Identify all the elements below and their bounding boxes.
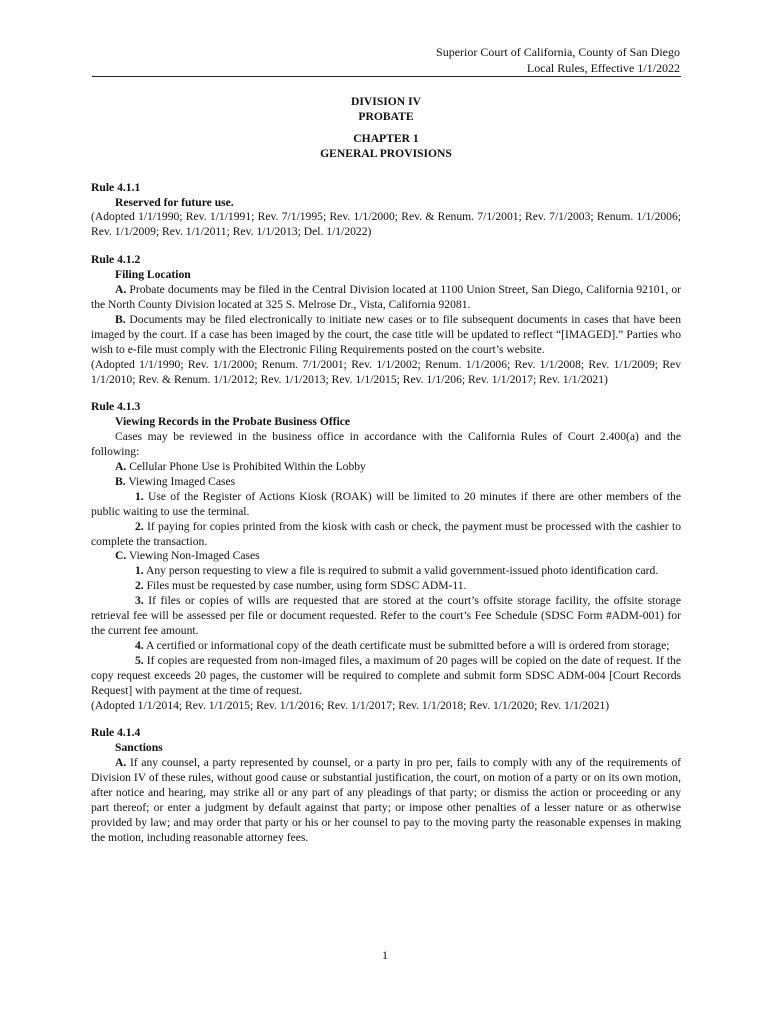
paragraph-text: Viewing Non-Imaged Cases [128, 549, 260, 563]
paragraph-label: A. [115, 283, 127, 297]
paragraph-text: Viewing Imaged Cases [128, 474, 236, 488]
paragraph-text: Documents may be filed electronically to initiate new cases or to file subsequent documents in cases that have been imaged by the court. If a case has been imaged by the court, the case title will be updated to reflect “[IMAGED].” Parties who wish to e-file must comply with the Electronic Filing Requirements posted on the court’s website. [91, 312, 681, 356]
rule-paragraph [91, 549, 681, 564]
paragraph-label: A. [115, 460, 127, 474]
division-number: DIVISION IV [351, 95, 421, 108]
rule-number: Rule 4.1.4 [91, 726, 141, 740]
document-body [91, 95, 681, 859]
chapter-heading [91, 132, 681, 162]
division-title: PROBATE [358, 109, 414, 123]
subitem-text: Use of the Register of Actions Kiosk (ROAK) will be limited to 20 minutes if there are other members of the public waiting to use the terminal. [91, 489, 681, 518]
subitem-text: If paying for copies printed from the kiosk with cash or check, the payment must be processed with the cashier to complete the transaction. [91, 519, 681, 548]
rule-title: Sanctions [115, 741, 163, 755]
rule-subitem [91, 579, 681, 594]
rule-paragraph [91, 283, 681, 313]
subitem-text: Any person requesting to view a file is required to submit a valid government-issued photo identification card. [145, 564, 659, 578]
subitem-text: Files must be requested by case number, using form SDSC ADM-11. [146, 579, 467, 593]
rule-4-1-3 [91, 400, 681, 713]
rule-history: (Adopted 1/1/1990; Rev. 1/1/2000; Renum. 7/1/2001; Rev. 1/1/2002; Renum. 1/1/2006; Rev. 1/1/2008; Rev. 1/1/2009; Rev 1/1/2010; Rev. & Renum. 1/1/2012; Rev. 1/1/2013; Rev. 1/1/2015; Rev. 1/1/206; Rev. 1/1/2017; Rev. 1/1/2021) [91, 357, 681, 386]
header-effective-date: Local Rules, Effective 1/1/2022 [526, 61, 680, 75]
subitem-label: 5. [135, 653, 144, 667]
subitem-label: 2. [135, 579, 144, 593]
subitem-label: 1. [135, 564, 144, 578]
rule-subitem [91, 564, 681, 579]
subitem-label: 1. [135, 489, 144, 503]
subitem-text: If copies are requested from non-imaged files, a maximum of 20 pages will be copied on the date of request. If the copy request exceeds 20 pages, the customer will be required to complete and submit form SDSC ADM-004 [Court Records Request] with payment at the time of request. [91, 653, 681, 697]
rule-title: Viewing Records in the Probate Business Office [115, 415, 351, 429]
paragraph-label: B. [115, 312, 126, 326]
paragraph-text: If any counsel, a party represented by counsel, or a party in pro per, fails to comply with any of the requirements of Division IV of these rules, without good cause or substantial justification, the court, on motion of a party or on its own motion, after notice and hearing, may strike all or any part of any pleadings of that party; or dismiss the action or proceeding or any part thereof; or enter a judgment by default against that party; or impose other penalties of a lesser nature or as otherwise provided by law; and may order that party or his or her counsel to pay to the moving party the reasonable expenses in making the motion, including reasonable attorney fees. [91, 756, 681, 844]
rule-paragraph [91, 313, 681, 358]
page-header [92, 44, 680, 76]
rule-paragraph [91, 475, 681, 490]
rule-paragraph [91, 460, 681, 475]
chapter-number: CHAPTER 1 [353, 131, 419, 145]
header-divider [92, 76, 681, 77]
rule-number: Rule 4.1.2 [91, 253, 141, 267]
subitem-label: 2. [135, 519, 144, 533]
rule-4-1-4 [91, 726, 681, 845]
rule-number: Rule 4.1.1 [91, 180, 141, 194]
rule-history: (Adopted 1/1/1990; Rev. 1/1/1991; Rev. 7/1/1995; Rev. 1/1/2000; Rev. & Renum. 7/1/2001; Rev. 7/1/2003; Renum. 1/1/2006; Rev. 1/1/2009; Rev. 1/1/2011; Rev. 1/1/2013; Del. 1/1/2022) [91, 210, 681, 239]
rule-subitem [91, 594, 681, 639]
rule-title: Filing Location [115, 268, 191, 282]
rule-subitem [91, 490, 681, 520]
division-heading [91, 95, 681, 125]
rule-subitem [91, 520, 681, 550]
paragraph-label: C. [115, 549, 127, 563]
subitem-label: 4. [135, 638, 144, 652]
rule-subitem [91, 654, 681, 699]
subitem-text: A certified or informational copy of the death certificate must be submitted before a will is ordered from storage; [145, 638, 670, 652]
chapter-title: GENERAL PROVISIONS [320, 146, 452, 160]
paragraph-label: B. [115, 474, 126, 488]
rule-number: Rule 4.1.3 [91, 400, 141, 414]
subitem-text: If files or copies of wills are requested that are stored at the court’s offsite storage facility, the offsite storage retrieval fee will be assessed per file or document requested. Refer to the court’s Fee Schedule (SDSC Form #ADM-001) for the current fee amount. [91, 594, 682, 637]
rule-paragraph [91, 756, 681, 845]
paragraph-label: A. [115, 756, 127, 770]
rule-4-1-2 [91, 253, 681, 387]
rule-title: Reserved for future use. [115, 195, 234, 209]
subitem-label: 3. [135, 594, 144, 608]
paragraph-text: Cellular Phone Use is Prohibited Within the Lobby [129, 460, 366, 474]
header-court-name: Superior Court of California, County of San Diego [436, 45, 680, 59]
rule-subitem [91, 639, 681, 654]
rule-history: (Adopted 1/1/2014; Rev. 1/1/2015; Rev. 1/1/2016; Rev. 1/1/2017; Rev. 1/1/2018; Rev. 1/1/2020; Rev. 1/1/2021) [91, 698, 610, 712]
rule-intro: Cases may be reviewed in the business office in accordance with the California Rules of Court 2.400(a) and the following: [91, 430, 681, 459]
rule-4-1-1 [91, 181, 681, 241]
page-number: 1 [382, 948, 388, 962]
paragraph-text: Probate documents may be filed in the Central Division located at 1100 Union Street, San Diego, California 92101, or the North County Division located at 325 S. Melrose Dr., Vista, California 92081. [91, 283, 681, 311]
